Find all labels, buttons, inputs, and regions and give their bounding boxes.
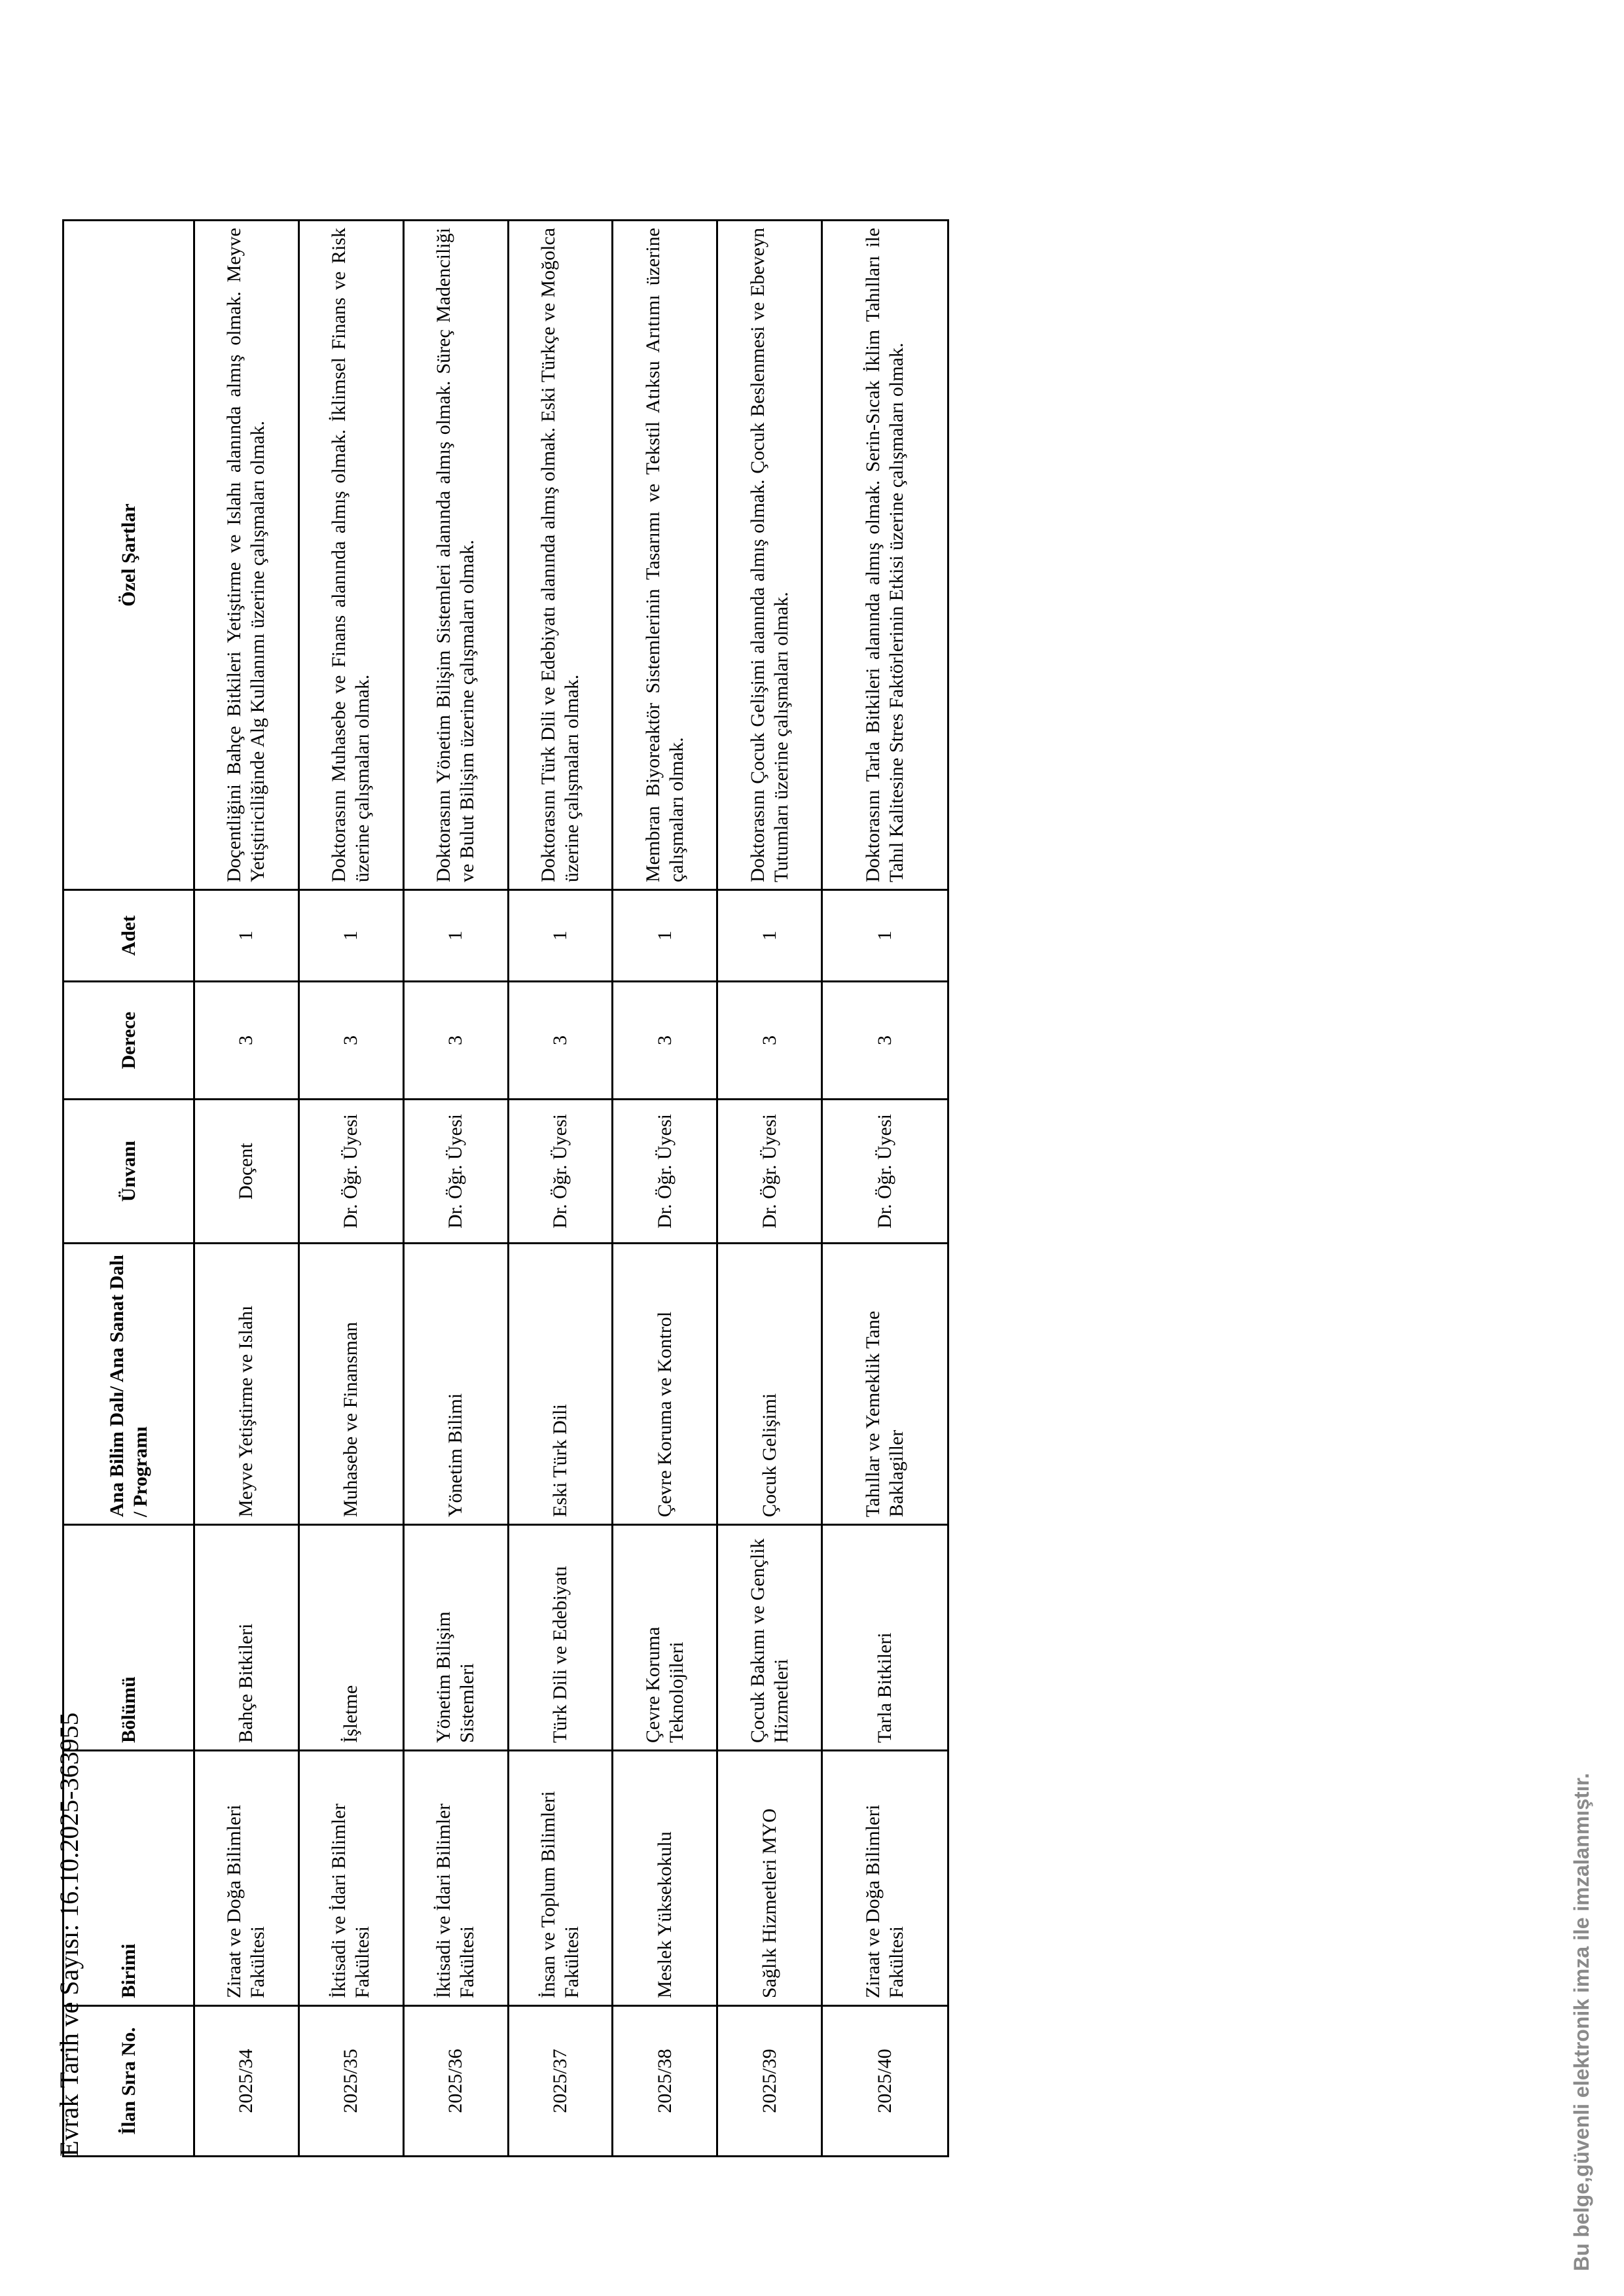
cell-ana-bilim-dali: Çevre Koruma ve Kontrol [613, 1244, 717, 1525]
cell-birimi: İnsan ve Toplum Bilimleri Fakültesi [508, 1751, 613, 2006]
header-bolumu: Bölümü [63, 1525, 194, 1751]
table-row [403, 221, 508, 2157]
cell-ozel-sartlar: Doçentliğini Bahçe Bitkileri Yetiştirme ve Islahı alanında almış olmak. Meyve Yetiştiriciliğinde Alg Kullanımı üzerine çalışmaları olmak. [194, 221, 299, 890]
cell-ilan-no: 2025/36 [403, 2006, 508, 2157]
cell-adet: 1 [298, 890, 403, 982]
cell-unvan: Dr. Öğr. Üyesi [508, 1100, 613, 1244]
cell-ozel-sartlar: Doktorasını Tarla Bitkileri alanında almış olmak. Serin-Sıcak İklim Tahılları ile Tahıl Kalitesine Stres Faktörlerinin Etkisi üzerine çalışmaları olmak. [822, 221, 948, 890]
cell-ana-bilim-dali: Tahıllar ve Yemeklik Tane Baklagiller [822, 1244, 948, 1525]
cell-unvan: Doçent [194, 1100, 299, 1244]
cell-ozel-sartlar: Doktorasını Muhasebe ve Finans alanında almış olmak. İklimsel Finans ve Risk üzerine çalışmaları olmak. [298, 221, 403, 890]
cell-adet: 1 [613, 890, 717, 982]
header-unvan: Ünvanı [63, 1100, 194, 1244]
cell-birimi: İktisadi ve İdari Bilimler Fakültesi [298, 1751, 403, 2006]
cell-birimi: Sağlık Hizmetleri MYO [717, 1751, 822, 2006]
header-ozel-sartlar: Özel Şartlar [63, 221, 194, 890]
ilan-table [62, 219, 949, 2157]
table-row [298, 221, 403, 2157]
cell-unvan: Dr. Öğr. Üyesi [613, 1100, 717, 1244]
cell-unvan: Dr. Öğr. Üyesi [822, 1100, 948, 1244]
cell-ana-bilim-dali: Meyve Yetiştirme ve Islahı [194, 1244, 299, 1525]
cell-ana-bilim-dali: Yönetim Bilimi [403, 1244, 508, 1525]
cell-unvan: Dr. Öğr. Üyesi [298, 1100, 403, 1244]
document-date-number-stamp: Evrak Tarih ve Sayısı: 16.10.2025-363955 [54, 1712, 84, 2157]
cell-ilan-no: 2025/39 [717, 2006, 822, 2157]
cell-derece: 3 [613, 982, 717, 1100]
cell-bolumu: Türk Dili ve Edebiyatı [508, 1525, 613, 1751]
header-derece: Derece [63, 982, 194, 1100]
cell-bolumu: Tarla Bitkileri [822, 1525, 948, 1751]
cell-bolumu: Yönetim Bilişim Sistemleri [403, 1525, 508, 1751]
cell-derece: 3 [403, 982, 508, 1100]
table-row [717, 221, 822, 2157]
table-row [508, 221, 613, 2157]
header-ana-bilim-dali: Ana Bilim Dalı/ Ana Sanat Dalı / Programı [63, 1244, 194, 1525]
cell-ana-bilim-dali: Muhasebe ve Finansman [298, 1244, 403, 1525]
cell-bolumu: Çocuk Bakımı ve Gençlik Hizmetleri [717, 1525, 822, 1751]
cell-derece: 3 [194, 982, 299, 1100]
cell-adet: 1 [508, 890, 613, 982]
header-adet: Adet [63, 890, 194, 982]
cell-bolumu: İşletme [298, 1525, 403, 1751]
cell-derece: 3 [717, 982, 822, 1100]
table-row [822, 221, 948, 2157]
cell-birimi: İktisadi ve İdari Bilimler Fakültesi [403, 1751, 508, 2006]
cell-bolumu: Bahçe Bitkileri [194, 1525, 299, 1751]
cell-ilan-no: 2025/34 [194, 2006, 299, 2157]
table-row [613, 221, 717, 2157]
header-ilan-no: İlan Sıra No. [63, 2006, 194, 2157]
cell-ilan-no: 2025/37 [508, 2006, 613, 2157]
cell-derece: 3 [298, 982, 403, 1100]
cell-adet: 1 [822, 890, 948, 982]
cell-ozel-sartlar: Doktorasını Yönetim Bilişim Sistemleri alanında almış olmak. Süreç Madenciliği ve Bulut Bilişim üzerine çalışmaları olmak. [403, 221, 508, 890]
cell-ana-bilim-dali: Çocuk Gelişimi [717, 1244, 822, 1525]
cell-ozel-sartlar: Doktorasını Türk Dili ve Edebiyatı alanında almış olmak. Eski Türkçe ve Moğolca üzerine çalışmaları olmak. [508, 221, 613, 890]
cell-ilan-no: 2025/35 [298, 2006, 403, 2157]
cell-ozel-sartlar: Membran Biyoreaktör Sistemlerinin Tasarımı ve Tekstil Atıksu Arıtımı üzerine çalışmaları olmak. [613, 221, 717, 890]
cell-bolumu: Çevre Koruma Teknolojileri [613, 1525, 717, 1751]
cell-ilan-no: 2025/40 [822, 2006, 948, 2157]
cell-ana-bilim-dali: Eski Türk Dili [508, 1244, 613, 1525]
cell-adet: 1 [403, 890, 508, 982]
cell-birimi: Ziraat ve Doğa Bilimleri Fakültesi [822, 1751, 948, 2006]
table-row [194, 221, 299, 2157]
cell-birimi: Meslek Yüksekokulu [613, 1751, 717, 2006]
header-birimi: Birimi [63, 1751, 194, 2006]
cell-derece: 3 [822, 982, 948, 1100]
cell-adet: 1 [717, 890, 822, 982]
cell-adet: 1 [194, 890, 299, 982]
e-signature-note: Bu belge,güvenli elektronik imza ile imzalanmıştır. [1570, 1772, 1593, 2271]
cell-derece: 3 [508, 982, 613, 1100]
cell-ozel-sartlar: Doktorasını Çocuk Gelişimi alanında almış olmak. Çocuk Beslenmesi ve Ebeveyn Tutumları üzerine çalışmaları olmak. [717, 221, 822, 890]
cell-ilan-no: 2025/38 [613, 2006, 717, 2157]
cell-unvan: Dr. Öğr. Üyesi [717, 1100, 822, 1244]
cell-birimi: Ziraat ve Doğa Bilimleri Fakültesi [194, 1751, 299, 2006]
cell-unvan: Dr. Öğr. Üyesi [403, 1100, 508, 1244]
ilan-table-container [62, 221, 949, 2157]
